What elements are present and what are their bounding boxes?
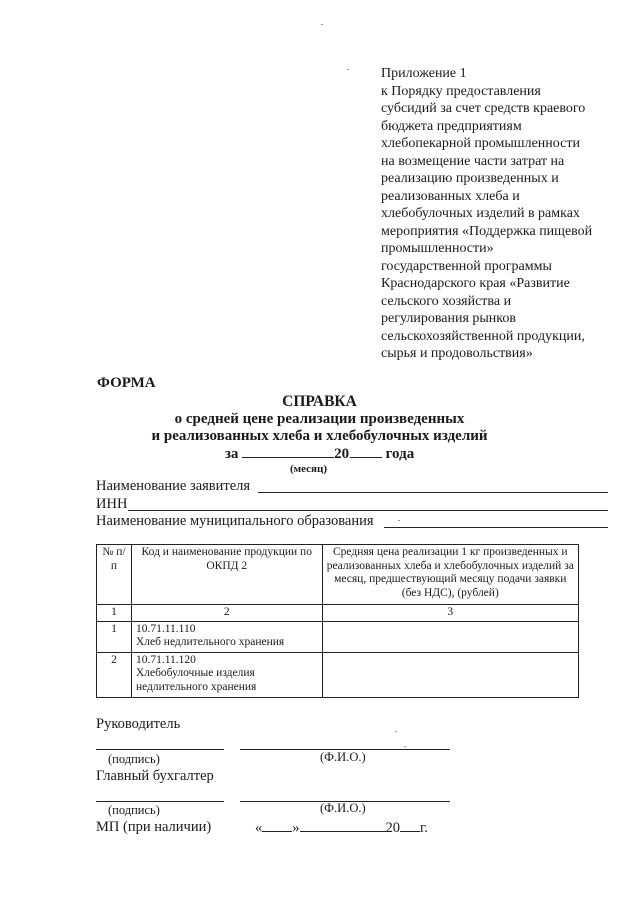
table-header-row	[97, 545, 579, 605]
applicant-input-line[interactable]	[258, 492, 608, 493]
header-average-price: Средняя цена реализации 1 кг произведенных и реализованных хлеба и хлебобулочных изделий за месяц, предшествующий месяцу подачи заявки (без НДС), (рублей)	[322, 545, 578, 605]
chief-accountant-label: Главный бухгалтер	[96, 768, 214, 784]
annex-line: субсидий за счет средств краевого	[381, 101, 586, 116]
scan-speck	[398, 520, 400, 521]
accountant-name-hint: (Ф.И.О.)	[320, 801, 366, 815]
annex-header	[381, 65, 631, 363]
head-signature-line[interactable]	[96, 749, 224, 750]
applicant-label: Наименование заявителя	[96, 478, 251, 494]
date-line	[255, 819, 428, 837]
title-line-2: и реализованных хлеба и хлебобулочных изделий	[151, 428, 488, 444]
product-name: Хлебобулочные изделия недлительного хранения	[135, 667, 257, 693]
scan-speck	[321, 24, 323, 25]
annex-line: хлебобулочных изделий в рамках	[381, 206, 580, 221]
form-label: ФОРМА	[97, 375, 156, 391]
column-number-row	[97, 605, 579, 622]
date-close-quote: »	[292, 820, 300, 836]
annex-line: сельскохозяйственной продукции,	[381, 328, 585, 344]
annex-line: хлебопекарной промышленности	[381, 136, 580, 151]
head-name-hint: (Ф.И.О.)	[320, 750, 366, 764]
inn-input-line[interactable]	[128, 510, 608, 511]
col-number-3: 3	[322, 605, 578, 622]
head-signature-hint: (подпись)	[108, 752, 160, 766]
period-prefix: за	[224, 446, 239, 462]
annex-line: сырья и продовольствия»	[381, 346, 533, 361]
col-number-1: 1	[97, 605, 132, 622]
price-table	[96, 544, 579, 698]
accountant-signature-line[interactable]	[96, 801, 224, 802]
product-name: Хлеб недлительного хранения	[135, 636, 285, 648]
date-suffix: г.	[420, 820, 428, 836]
price-cell[interactable]	[322, 652, 578, 697]
period-suffix: года	[385, 446, 415, 462]
accountant-signature-hint: (подпись)	[108, 803, 160, 817]
year-blank[interactable]	[350, 445, 382, 458]
annex-line: к Порядку предоставления	[381, 83, 541, 99]
head-label: Руководитель	[96, 716, 181, 732]
annex-line: Приложение 1	[381, 66, 467, 81]
date-open-quote: «	[255, 820, 263, 836]
row-number: 1	[97, 621, 132, 652]
product-cell	[131, 652, 322, 697]
inn-label: ИНН	[96, 496, 128, 512]
stamp-label: МП (при наличии)	[96, 819, 212, 835]
municipality-label: Наименование муниципального образования	[96, 513, 374, 529]
product-cell	[131, 621, 322, 652]
month-blank[interactable]	[242, 445, 334, 458]
scan-speck	[347, 69, 349, 70]
annex-line: мероприятия «Поддержка пищевой	[381, 223, 593, 239]
annex-line: реализацию произведенных и	[381, 171, 559, 186]
municipality-input-line[interactable]	[384, 527, 608, 528]
header-number: № п/п	[97, 545, 132, 605]
day-blank[interactable]	[262, 819, 292, 832]
price-cell[interactable]	[322, 621, 578, 652]
period-year: 20	[334, 446, 350, 462]
annex-line: государственной программы	[381, 258, 552, 274]
header-code-name: Код и наименование продукции по ОКПД 2	[131, 545, 322, 605]
date-year-blank[interactable]	[400, 819, 420, 832]
annex-line: промышленности»	[381, 241, 494, 256]
scan-speck	[395, 731, 397, 732]
row-number: 2	[97, 652, 132, 697]
period-line	[0, 445, 639, 463]
title-line-1: о средней цене реализации произведенных	[174, 411, 465, 427]
annex-line: Краснодарского края «Развитие	[381, 276, 570, 291]
col-number-2: 2	[131, 605, 322, 622]
annex-line: на возмещение части затрат на	[381, 153, 565, 169]
document-title: СПРАВКА	[282, 393, 357, 410]
okpd-code: 10.71.11.120	[135, 653, 196, 666]
annex-line: регулирования рынков	[381, 311, 516, 326]
date-month-blank[interactable]	[300, 819, 386, 832]
annex-line: бюджета предприятиям	[381, 118, 522, 134]
table-row	[97, 621, 579, 652]
annex-line: реализованных хлеба и	[381, 188, 520, 204]
scan-speck	[404, 746, 406, 747]
table-row	[97, 652, 579, 697]
okpd-code: 10.71.11.110	[135, 622, 196, 635]
month-hint: (месяц)	[290, 463, 328, 475]
date-year: 20	[385, 820, 400, 836]
annex-line: сельского хозяйства и	[381, 293, 512, 309]
